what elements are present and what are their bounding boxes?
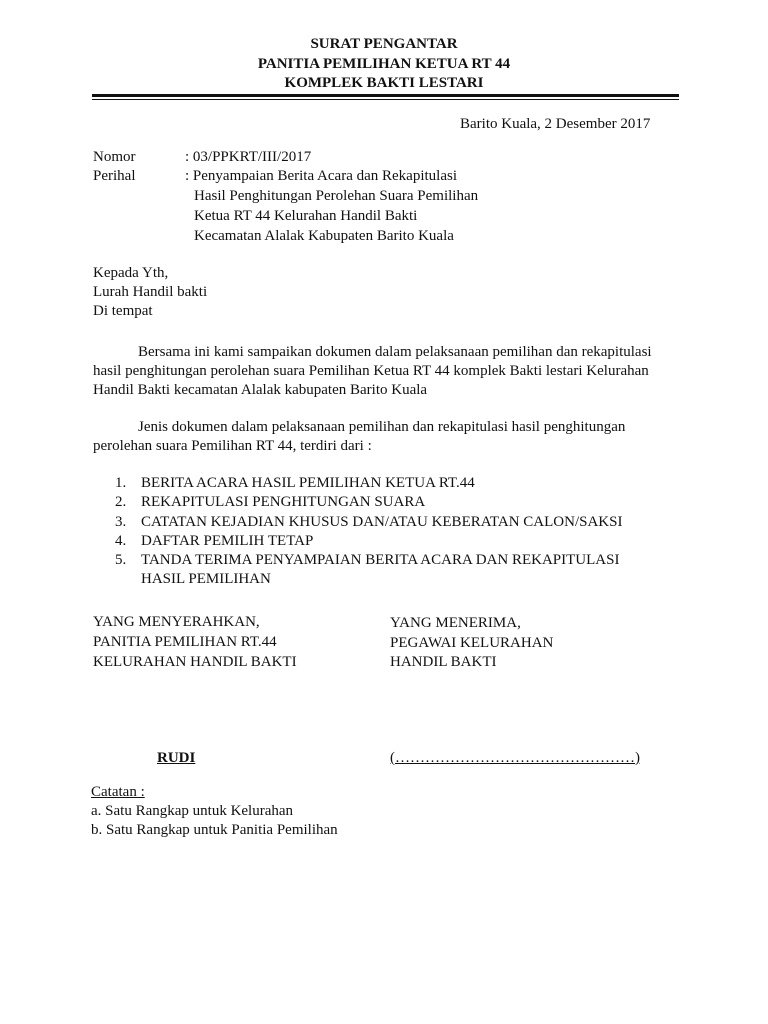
receiver-signature-blank: (…………………………………………) xyxy=(390,750,640,766)
receiver-role: YANG MENERIMA, xyxy=(390,615,521,631)
recipient-greeting: Kepada Yth, xyxy=(93,265,169,281)
notes-item: a. Satu Rangkap untuk Kelurahan xyxy=(91,803,294,819)
list-item: 3. CATATAN KEJADIAN KHUSUS DAN/ATAU KEBERATAN CALON/SAKSI xyxy=(115,514,623,530)
notes-item: b. Satu Rangkap untuk Panitia Pemilihan xyxy=(91,822,338,838)
notes-title: Catatan : xyxy=(91,784,145,800)
nomor-label: Nomor xyxy=(93,149,136,165)
paragraph-line: Handil Bakti kecamatan Alalak kabupaten Barito Kuala xyxy=(93,382,428,398)
perihal-line: Hasil Penghitungan Perolehan Suara Pemilihan xyxy=(194,188,479,204)
sender-org: PANITIA PEMILIHAN RT.44 xyxy=(93,634,277,650)
perihal-label: Perihal xyxy=(93,168,136,184)
recipient-name: Lurah Handil bakti xyxy=(93,284,208,300)
list-item: 1. BERITA ACARA HASIL PEMILIHAN KETUA RT.44 xyxy=(115,475,475,491)
nomor-value: : 03/PPKRT/III/2017 xyxy=(185,149,312,165)
paragraph-line: hasil penghitungan perolehan suara Pemilihan Ketua RT 44 komplek Bakti lestari Kelurahan xyxy=(93,363,649,379)
list-item: 5. TANDA TERIMA PENYAMPAIAN BERITA ACARA DAN REKAPITULASI xyxy=(115,552,620,568)
place-date: Barito Kuala, 2 Desember 2017 xyxy=(460,116,651,132)
letter-title: SURAT PENGANTAR xyxy=(310,36,458,52)
sender-role: YANG MENYERAHKAN, xyxy=(93,614,260,630)
paragraph-line: Jenis dokumen dalam pelaksanaan pemilihan dan rekapitulasi hasil penghitungan xyxy=(138,419,626,435)
letter-complex: KOMPLEK BAKTI LESTARI xyxy=(284,75,484,91)
perihal-line: Kecamatan Alalak Kabupaten Barito Kuala xyxy=(194,228,454,244)
recipient-place: Di tempat xyxy=(93,303,153,319)
list-item-continuation: HASIL PEMILIHAN xyxy=(141,571,271,587)
paragraph-line: perolehan suara Pemilihan RT 44, terdiri dari : xyxy=(93,438,372,454)
paragraph-line: Bersama ini kami sampaikan dokumen dalam pelaksanaan pemilihan dan rekapitulasi xyxy=(138,344,652,360)
perihal-line: : Penyampaian Berita Acara dan Rekapitulasi xyxy=(185,168,457,184)
perihal-line: Ketua RT 44 Kelurahan Handil Bakti xyxy=(194,208,418,224)
sender-location: KELURAHAN HANDIL BAKTI xyxy=(93,654,297,670)
header-rule-thick xyxy=(92,94,679,97)
letter-committee: PANITIA PEMILIHAN KETUA RT 44 xyxy=(257,56,511,72)
header-rule-thin xyxy=(92,99,679,100)
sender-signature-name: RUDI xyxy=(157,750,196,766)
list-item: 2. REKAPITULASI PENGHITUNGAN SUARA xyxy=(115,494,426,510)
receiver-location: HANDIL BAKTI xyxy=(390,654,497,670)
list-item: 4. DAFTAR PEMILIH TETAP xyxy=(115,533,314,549)
receiver-org: PEGAWAI KELURAHAN xyxy=(390,635,554,651)
